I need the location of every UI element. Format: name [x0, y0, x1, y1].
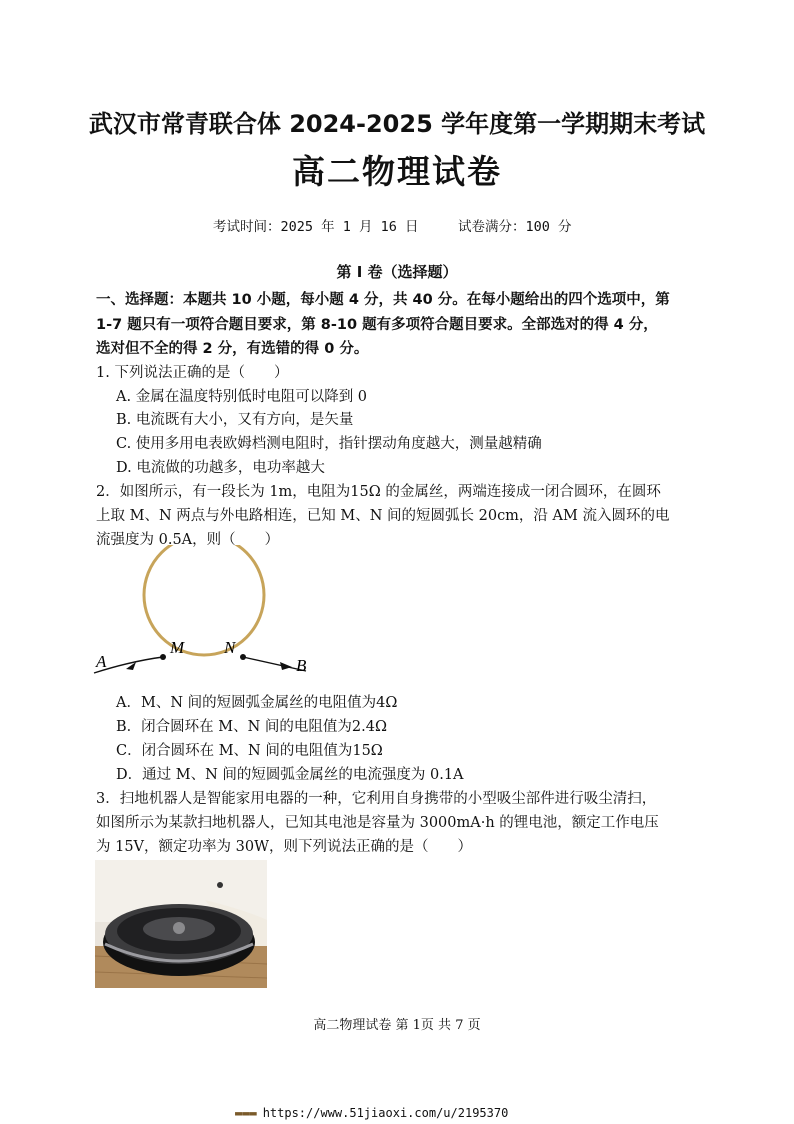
question-1-stem: 1. 下列说法正确的是（ ） — [96, 365, 289, 381]
page-footer: 高二物理试卷 第 1页 共 7 页 — [313, 1018, 481, 1033]
point-n — [240, 654, 246, 660]
label-a: A — [96, 652, 107, 671]
exam-time: 考试时间：2025 年 1 月 16 日 — [213, 219, 419, 235]
question-1-option-c: C. 使用多用电表欧姆档测电阻时，指针摆动角度越大，测量越精确 — [116, 436, 542, 452]
exam-title: 武汉市常青联合体 2024-2025 学年度第一学期期末考试 — [88, 110, 706, 138]
ring-circuit-diagram — [92, 545, 332, 685]
question-3-stem-line: 为 15V，额定功率为 30W，则下列说法正确的是（ ） — [96, 839, 472, 855]
arrow-out-icon — [280, 662, 292, 670]
source-url-text[interactable]: https://www.51jiaoxi.com/u/2195370 — [262, 1106, 509, 1120]
robot-vacuum-photo — [95, 860, 267, 988]
metal-ring — [144, 545, 264, 655]
question-2-option-b: B．闭合圆环在 M、N 间的电阻值为2.4Ω — [116, 719, 387, 735]
section-title: 第 I 卷（选择题） — [336, 263, 458, 281]
source-url[interactable] — [235, 1106, 508, 1120]
question-3-stem-line: 如图所示为某款扫地机器人，已知其电池是容量为 3000mA·h 的锂电池，额定工作电压 — [96, 815, 659, 831]
question-2-option-a: A．M、N 间的短圆弧金属丝的电阻值为4Ω — [116, 695, 398, 711]
label-n: N — [224, 638, 236, 657]
question-1-option-a: A. 金属在温度特别低时电阻可以降到 0 — [116, 389, 368, 405]
question-2-stem-line: 2．如图所示，有一段长为 1m，电阻为15Ω 的金属丝，两端连接成一闭合圆环，在圆环 — [96, 484, 661, 500]
label-m: M — [170, 638, 185, 657]
question-3-stem-line: 3．扫地机器人是智能家用电器的一种，它利用自身携带的小型吸尘部件进行吸尘清扫， — [96, 791, 657, 807]
instruction-line: 选对但不全的得 2 分，有选错的得 0 分。 — [96, 341, 369, 357]
instruction-line: 一、选择题：本题共 10 小题，每小题 4 分，共 40 分。在每小题给出的四个选项中，第 — [96, 292, 670, 308]
watermark-mark: ▬▬▬ — [235, 1106, 257, 1120]
instruction-line: 1-7 题只有一项符合题目要求，第 8-10 题有多项符合题目要求。全部选对的得 4 分， — [96, 317, 658, 333]
label-b: B — [296, 656, 307, 675]
question-2-stem-line: 上取 M、N 两点与外电路相连，已知 M、N 间的短圆弧长 20cm，沿 AM 流入圆环的电 — [96, 508, 670, 524]
question-1-option-d: D. 电流做的功越多，电功率越大 — [116, 460, 325, 476]
question-2-option-c: C．闭合圆环在 M、N 间的电阻值为15Ω — [116, 743, 383, 759]
question-2-option-d: D．通过 M、N 间的短圆弧金属丝的电流强度为 0.1A — [116, 767, 464, 783]
question-1-option-b: B. 电流既有大小，又有方向，是矢量 — [116, 412, 354, 428]
paper-title: 高二物理试卷 — [292, 152, 502, 191]
question-2-stem-line: 流强度为 0.5A，则（ ） — [96, 532, 280, 548]
point-m — [160, 654, 166, 660]
full-score: 试卷满分：100 分 — [458, 219, 572, 235]
